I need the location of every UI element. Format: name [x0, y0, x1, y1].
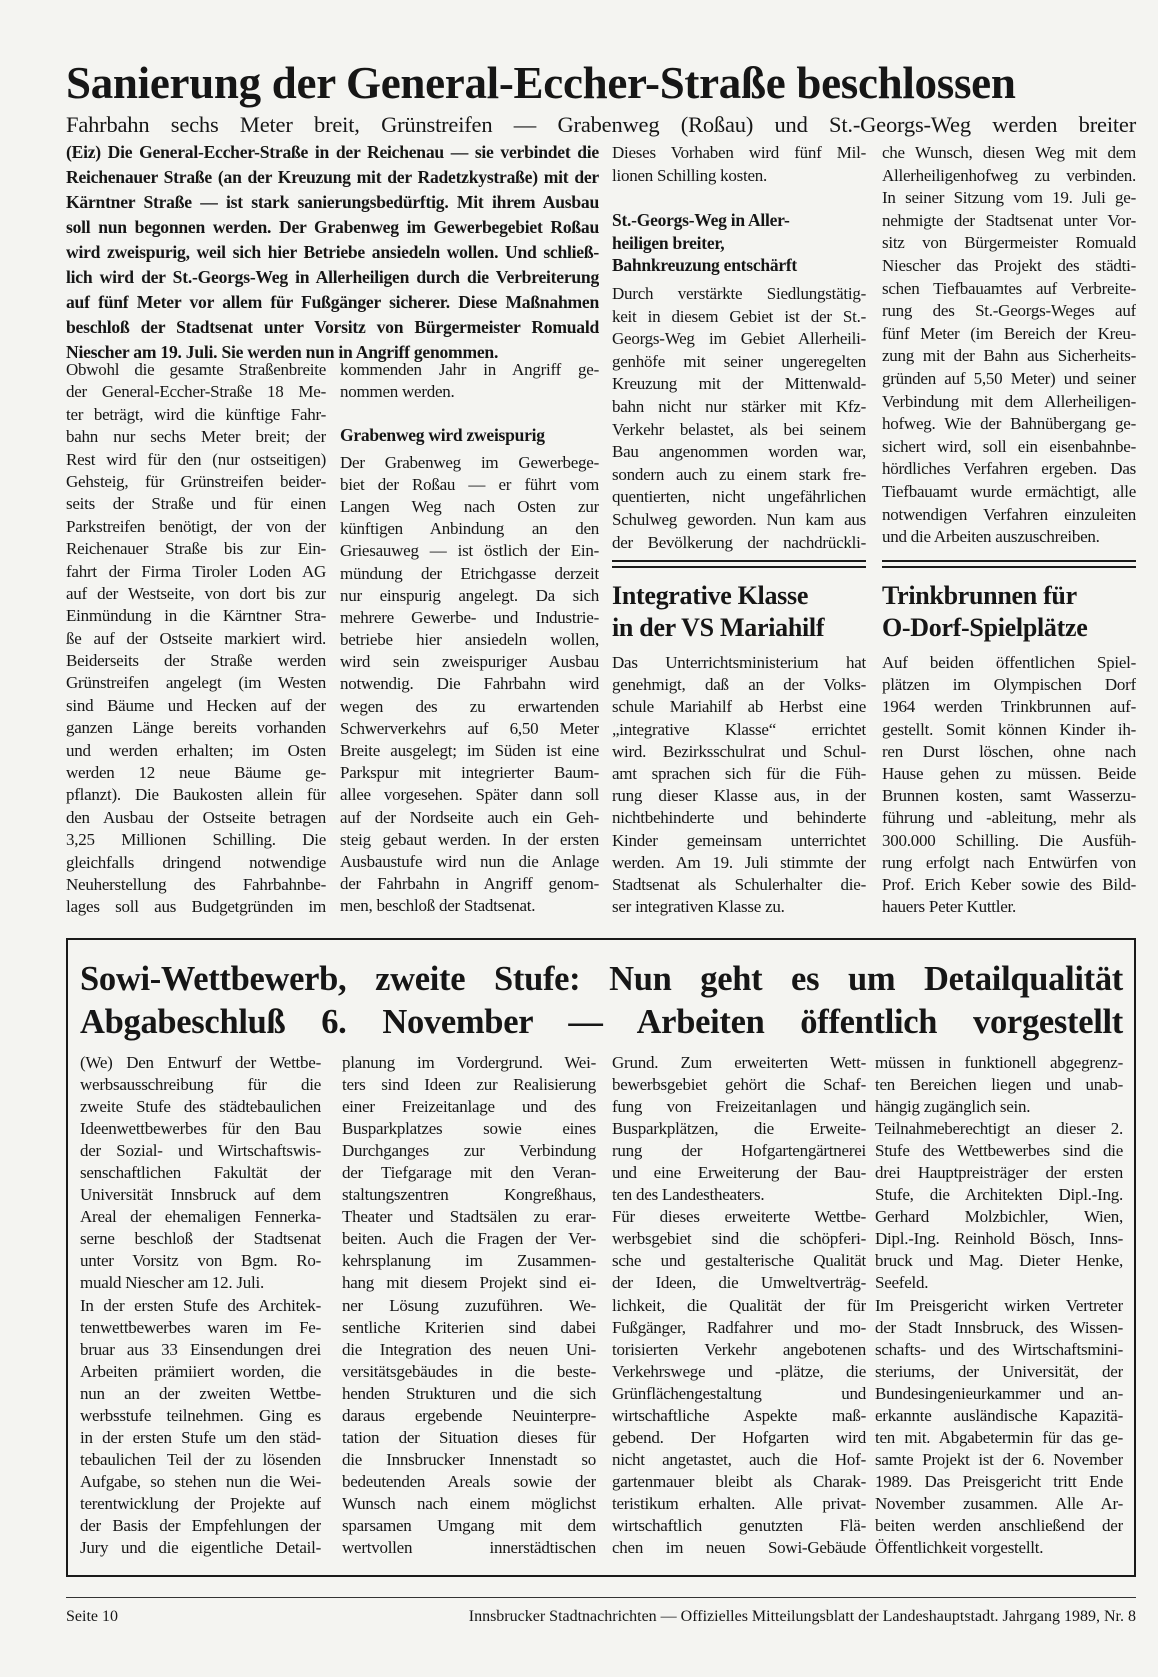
text-line: der General-Eccher-Straße 18 Me- — [66, 382, 326, 402]
text-line: wirtschaftliche Aspekte maß- — [612, 1405, 866, 1425]
text-line: werbsstufe teilnehmen. Ging es — [80, 1405, 321, 1425]
text-line: notwendigen Verfahren einzuleiten — [882, 504, 1136, 524]
text-line: mündung der Etrichgasse derzeit — [340, 563, 599, 583]
text-line: Im Preisgericht wirken Vertreter — [875, 1295, 1123, 1315]
text-line: die Innsbrucker Innenstadt so — [342, 1449, 596, 1469]
text-line: Ideenwettbewerbes für den Bau — [80, 1119, 321, 1139]
text-line: Arbeiten prämiiert worden, die — [80, 1361, 321, 1381]
paragraph — [612, 283, 866, 554]
double-rule-top — [882, 560, 1136, 562]
text-line: ten mit. Abgabetermin für das ge- — [875, 1427, 1123, 1447]
text-line: auf der Westseite, von dort bis zur — [66, 583, 326, 603]
double-rule-bottom — [612, 566, 866, 568]
text-line: der Sozial- und Wirtschaftswis- — [80, 1141, 321, 1161]
text-line: bewerbsgebiet gehört die Schaf- — [612, 1075, 866, 1095]
text-line: steriums, der Universität, der — [875, 1361, 1123, 1381]
text-line: sichert wird, soll ein eisenbahnbe- — [882, 436, 1136, 456]
text-line: die Integration des neuen Uni- — [342, 1339, 596, 1359]
text-line: in der VS Mariahilf — [612, 613, 825, 642]
text-line: Bundesingenieurkammer und an- — [875, 1383, 1123, 1403]
text-line: sparsamen Umgang mit dem — [342, 1515, 596, 1535]
text-line: Stufe des Wettbewerbes sind die — [875, 1141, 1123, 1161]
text-line: Parkstreifen benötigt, der von der — [66, 516, 326, 536]
text-line: nehmigte der Stadtsenat unter Vor- — [882, 210, 1136, 230]
text-line: werden. Am 19. Juli stimmte der — [612, 852, 866, 872]
text-line: (We) Den Entwurf der Wettbe- — [80, 1053, 321, 1072]
article1-column-1 — [66, 359, 326, 919]
text-line: plätzen im Olympischen Dorf — [882, 675, 1136, 695]
text-line: henden Strukturen und die sich — [342, 1383, 596, 1403]
text-line: gartenmauer bleibt als Charak- — [612, 1471, 866, 1491]
text-line: müssen in funktionell abgegrenz- — [875, 1053, 1123, 1072]
text-line: Tiefbauamt wurde ermächtigt, alle — [882, 481, 1136, 501]
text-line: wird zweispurig, weil sich hier Betriebe ansiedeln wollen. Und schließ- — [66, 242, 599, 262]
text-line: schule Mariahilf ab Herbst eine — [612, 697, 866, 717]
section-heading — [882, 580, 1136, 644]
paragraph — [612, 652, 866, 918]
lead-paragraph — [66, 140, 599, 365]
text-line: beiten werden anschließend der — [875, 1515, 1123, 1535]
article-integrative-klasse — [612, 580, 866, 918]
text-line: 3,25 Millionen Schilling. Die — [66, 830, 326, 850]
sowi-column-2 — [342, 1052, 596, 1559]
text-line: sentliche Kriterien sind dabei — [342, 1317, 596, 1337]
text-line: nichtbehinderte und behinderte — [612, 808, 866, 828]
text-line: bedeutenden Areals sowie der — [342, 1471, 596, 1491]
text-line: Jury und die eigentliche Detail- — [80, 1538, 321, 1558]
text-line: sitz von Bürgermeister Romuald — [882, 233, 1136, 253]
text-line: bahn nur sechs Meter breit; der — [66, 427, 326, 447]
text-line: sondern auch zu einem stark fre- — [612, 464, 866, 484]
section-heading — [612, 209, 866, 277]
text-line: planung im Vordergrund. Wei- — [342, 1053, 596, 1072]
text-line: erkannte ausländische Kapazitä- — [875, 1405, 1123, 1425]
text-line: fahrt der Firma Tiroler Loden AG — [66, 561, 326, 581]
paragraph — [80, 1052, 321, 1295]
text-line: zweite Stufe des städtebaulichen — [80, 1097, 321, 1117]
text-line: Bahnkreuzung entschärft — [612, 255, 797, 276]
paragraph — [612, 142, 866, 187]
text-line: Seefeld. — [875, 1273, 929, 1293]
text-line: senschaftlichen Fakultät der — [80, 1163, 321, 1183]
text-line: hofweg. Wie der Bahnübergang ge- — [882, 414, 1136, 434]
text-line: Reichenauer Straße (an der Kreuzung mit der Radetzkystraße) mit der — [66, 167, 599, 187]
text-line: werbsgebiet sind die schöpferi- — [612, 1229, 866, 1249]
text-line: Stufe, die Architekten Dipl.-Ing. — [875, 1185, 1123, 1205]
text-line: Fußgänger, Radfahrer und mo- — [612, 1317, 866, 1337]
text-line: Aufgabe, so stehen nun die Wei- — [80, 1471, 321, 1491]
text-line: Dieses Vorhaben wird fünf Mil- — [612, 143, 866, 162]
text-line: Kreuzung mit der Mittenwald- — [612, 374, 866, 394]
text-line: samte Projekt ist der 6. November — [875, 1449, 1123, 1469]
text-line: Trinkbrunnen für — [882, 581, 1077, 610]
text-line: Durch verstärkte Siedlungstätig- — [612, 283, 866, 303]
paragraph — [80, 1295, 321, 1560]
text-line: Reichenauer Straße bis zur Ein- — [66, 539, 326, 559]
text-line: men, beschloß der Stadtsenat. — [340, 896, 536, 916]
text-line: wird. Bezirksschulrat und Schul- — [612, 741, 866, 761]
article1-column-2 — [340, 359, 599, 918]
text-line: Ausbaustufe wird nun die Anlage — [340, 851, 599, 871]
text-line: ten Bereichen liegen und unab- — [875, 1075, 1123, 1095]
text-line: gebend. Der Hofgarten wird — [612, 1427, 866, 1447]
text-line: Georgs-Weg im Gebiet Allerheili- — [612, 329, 866, 349]
text-line: Theater und Stadtsälen zu erar- — [342, 1207, 596, 1227]
text-line: ter beträgt, wird die künftige Fahr- — [66, 404, 326, 424]
paragraph — [882, 652, 1136, 918]
publication-line: Innsbrucker Stadtnachrichten — Offizielles Mitteilungsblatt der Landeshauptstadt. Jahrgang 1989, Nr. 8 — [468, 1608, 1136, 1625]
text-line: biet der Roßau — er führt vom — [340, 474, 599, 494]
text-line: gestellt. Somit können Kinder ih- — [882, 719, 1136, 739]
text-line: 1989. Das Preisgericht tritt Ende — [875, 1471, 1123, 1491]
text-line: hängig zugänglich sein. — [875, 1097, 1031, 1117]
text-line: In der ersten Stufe des Architek- — [80, 1295, 321, 1315]
text-line: in der ersten Stufe um den städ- — [80, 1427, 321, 1447]
text-line: wirtschaftlich genutzten Flä- — [612, 1515, 866, 1535]
paragraph — [340, 452, 599, 918]
text-line: Kinder gemeinsam unterrichtet — [612, 830, 866, 850]
text-line: (Eiz) Die General-Eccher-Straße in der Reichenau — sie verbindet die — [66, 142, 599, 162]
text-line: Universität Innsbruck auf dem — [80, 1185, 321, 1205]
text-line: rung erfolgt nach Entwürfen von — [882, 852, 1136, 872]
text-line: tebaulichen Teil der zu lösenden — [80, 1449, 321, 1469]
text-line: Durchganges zur Verbindung — [342, 1141, 596, 1161]
text-line: Langen Weg nach Osten zur — [340, 496, 599, 516]
text-line: fünf Meter (im Bereich der Kreu- — [882, 323, 1136, 343]
text-line: che Wunsch, diesen Weg mit dem — [882, 143, 1136, 162]
text-line: beiten. Auch die Fragen der Ver- — [342, 1229, 596, 1249]
text-line: genehmigt, daß an der Volks- — [612, 675, 866, 695]
paragraph — [342, 1052, 596, 1559]
text-line: Der Grabenweg im Gewerbege- — [340, 452, 599, 472]
text-line: Verkehr belastet, als bei seinem — [612, 419, 866, 439]
text-line: kehrsplanung im Zusammen- — [342, 1251, 596, 1271]
text-line: ser integrativen Klasse zu. — [612, 897, 785, 917]
text-line: daraus ergebende Neuinterpre- — [342, 1405, 596, 1425]
text-line: chen im neuen Sowi-Gebäude — [612, 1538, 866, 1558]
text-line: Prof. Erich Keber sowie des Bild- — [882, 874, 1136, 894]
text-line: notwendig. Die Fahrbahn wird — [340, 674, 599, 694]
double-rule-bottom — [882, 566, 1136, 568]
text-line: Kärntner Straße — ist stark sanierungsbedürftig. Mit ihrem Ausbau — [66, 192, 599, 212]
text-line: steig gebaut werden. In der ersten — [340, 829, 599, 849]
text-line: bahn nicht nur stärker mit Kfz- — [612, 396, 866, 416]
text-line: nicht angetastet, auch die Hof- — [612, 1449, 866, 1469]
article-trinkbrunnen — [882, 580, 1136, 918]
text-line: rung des St.-Georgs-Weges auf — [882, 301, 1136, 321]
text-line: Allerheiligenhofweg zu verbinden. — [882, 165, 1136, 185]
text-line: seits der Straße und für einen — [66, 494, 326, 514]
text-line: Rest wird für den (nur ostseitigen) — [66, 449, 326, 469]
paragraph — [340, 359, 599, 403]
paragraph — [612, 1052, 866, 1206]
text-line: fung von Freizeitanlagen und — [612, 1097, 866, 1117]
text-line: Dipl.-Ing. Reinhold Bösch, Inns- — [875, 1229, 1123, 1249]
text-line: ten des Landestheaters. — [612, 1185, 765, 1205]
text-line: November zusammen. Alle Ar- — [875, 1493, 1123, 1513]
text-line: Grabenweg wird zweispurig — [340, 425, 545, 446]
text-line: ters sind Ideen zur Realisierung — [342, 1075, 596, 1095]
text-line: amt sprachen sich für die Füh- — [612, 763, 866, 783]
text-line: bruck und Mag. Dieter Henke, — [875, 1251, 1123, 1271]
text-line: unter Vorsitz von Bgm. Ro- — [80, 1251, 321, 1271]
text-line: Brunnen kosten, samt Wasserzu- — [882, 786, 1136, 806]
text-line: genhöfe mit seiner ungeregelten — [612, 351, 866, 371]
sowi-column-3 — [612, 1052, 866, 1559]
text-line: Gerhard Molzbichler, Wien, — [875, 1207, 1123, 1227]
text-line: St.-Georgs-Weg in Aller- — [612, 210, 790, 231]
text-line: Stadtsenat als Schulerhalter die- — [612, 874, 866, 894]
section-heading — [612, 580, 866, 644]
text-line: Schwerverkehrs auf 6,50 Meter — [340, 718, 599, 738]
text-line: allee vorgesehen. Später dann soll — [340, 785, 599, 805]
text-line: und eine Erweiterung der Bau- — [612, 1163, 866, 1183]
text-line: ren Durst löschen, ohne nach — [882, 741, 1136, 761]
sowi-headline-1: Sowi-Wettbewerb, zweite Stufe: Nun geht es um Detailqualität — [80, 960, 1123, 998]
text-line: zung mit der Bahn aus Sicherheits- — [882, 346, 1136, 366]
text-line: sind Bäume und Hecken auf der — [66, 695, 326, 715]
text-line: der Tiefgarage mit den Veran- — [342, 1163, 596, 1183]
text-line: beschloß der Stadtsenat unter Vorsitz von Bürgermeister Romuald — [66, 317, 599, 337]
text-line: Busparkplätzen, die Erweite- — [612, 1119, 866, 1139]
text-line: Niescher am 19. Juli. Sie werden nun in Angriff genommen. — [66, 342, 499, 362]
text-line: werden 12 neue Bäume ge- — [66, 763, 326, 783]
text-line: lich wird der St.-Georgs-Weg in Allerheiligen durch die Verbreiterung — [66, 267, 599, 287]
text-line: staltungszentren Kongreßhaus, — [342, 1185, 596, 1205]
text-line: kommenden Jahr in Angriff ge- — [340, 360, 599, 379]
text-line: serne beschloß der Stadtsenat — [80, 1229, 321, 1249]
text-line: keit in diesem Gebiet ist der St.- — [612, 306, 866, 326]
text-line: ganzen Länge bereits vorhanden — [66, 718, 326, 738]
text-line: Einmündung in die Kärntner Stra- — [66, 606, 326, 626]
text-line: terentwicklung der Projekte auf — [80, 1493, 321, 1513]
text-line: Grünstreifen angelegt (im Westen — [66, 673, 326, 693]
text-line: torisierten Verkehr angebotenen — [612, 1339, 866, 1359]
text-line: gründen auf 5,50 Meter) und seiner — [882, 368, 1136, 388]
text-line: O-Dorf-Spielplätze — [882, 613, 1088, 642]
paragraph — [612, 1206, 866, 1559]
paragraph — [66, 140, 599, 365]
text-line: Breite ausgelegt; im Süden ist eine — [340, 741, 599, 760]
text-line: gleichfalls dringend notwendige — [66, 852, 326, 872]
paragraph — [875, 1118, 1123, 1294]
text-line: teristikum erhalten. Alle privat- — [612, 1493, 866, 1513]
text-line: betriebe hier ansiedeln wollen, — [340, 630, 599, 650]
text-line: Grünflächengestaltung und — [612, 1383, 866, 1403]
text-line: Bau angenommen worden war, — [612, 442, 866, 462]
text-line: der Fahrbahn in Angriff genom- — [340, 874, 599, 894]
sowi-headline-2: Abgabeschluß 6. November — Arbeiten öffentlich vorgestellt — [80, 1003, 1123, 1041]
text-line: Busparkplatzes sowie eines — [342, 1119, 596, 1139]
text-line: nun an der zweiten Wettbe- — [80, 1383, 321, 1403]
sowi-column-4 — [875, 1052, 1123, 1559]
article1-column-4 — [882, 142, 1136, 549]
text-line: hördliches Verfahren ergeben. Das — [882, 459, 1136, 479]
text-line: der Stadt Innsbruck, des Wissen- — [875, 1317, 1123, 1337]
text-line: Auf beiden öffentlichen Spiel- — [882, 653, 1136, 672]
text-line: lages soll aus Budgetgründen im — [66, 897, 326, 917]
text-line: Beiderseits der Straße werden — [66, 651, 326, 671]
text-line: ße auf der Ostseite markiert wird. — [66, 628, 326, 648]
text-line: Griesauweg — ist östlich der Ein- — [340, 541, 599, 561]
text-line: soll nun begonnen werden. Der Grabenweg im Gewerbegebiet Roßau — [66, 217, 599, 237]
page-number: Seite 10 — [66, 1608, 118, 1625]
footer-rule — [66, 1597, 1136, 1598]
text-line: und die Arbeiten auszuschreiben. — [882, 527, 1100, 547]
text-line: 1964 werden Trinkbrunnen auf- — [882, 697, 1136, 717]
text-line: hang mit diesem Projekt sind ei- — [342, 1273, 596, 1293]
text-line: rung dieser Klasse aus, in der — [612, 786, 866, 806]
text-line: tation der Situation dieses für — [342, 1427, 596, 1447]
sowi-column-1 — [80, 1052, 321, 1559]
text-line: Grund. Zum erweiterten Wett- — [612, 1053, 866, 1072]
text-line: 300.000 Schilling. Die Ausfüh- — [882, 830, 1136, 850]
text-line: quentierten, nicht ungefährlichen — [612, 487, 866, 507]
text-line: schen Tiefbauamtes auf Verbreite- — [882, 278, 1136, 298]
text-line: Teilnahmeberechtigt an dieser 2. — [875, 1119, 1123, 1139]
text-line: Areal der ehemaligen Fennerka- — [80, 1207, 321, 1227]
double-rule-top — [612, 560, 866, 562]
text-line: mehrere Gewerbe- und Industrie- — [340, 607, 599, 627]
text-line: einer Freizeitanlage und des — [342, 1097, 596, 1117]
text-line: den Ausbau der Ostseite betragen — [66, 807, 326, 827]
text-line: nommen werden. — [340, 382, 455, 402]
text-line: Schulweg geworden. Nun kam aus — [612, 509, 866, 529]
text-line: In seiner Sitzung vom 19. Juli ge- — [882, 188, 1136, 208]
text-line: der Basis der Empfehlungen der — [80, 1515, 321, 1535]
text-line: Parkspur mit integrierter Baum- — [340, 763, 599, 783]
text-line: wird sein zweispuriger Ausbau — [340, 652, 599, 672]
text-line: Das Unterrichtsministerium hat — [612, 653, 866, 672]
subheadline: Fahrbahn sechs Meter breit, Grünstreifen — Grabenweg (Roßau) und St.-Georgs-Weg werden breiter — [66, 112, 1136, 137]
paragraph — [66, 359, 326, 919]
paragraph — [875, 1052, 1123, 1118]
text-line: Öffentlichkeit vorgestellt. — [875, 1538, 1044, 1558]
text-line: Niescher das Projekt des städti- — [882, 255, 1136, 275]
text-line: und werden erhalten; im Osten — [66, 740, 326, 760]
paragraph — [882, 142, 1136, 549]
text-line: führung und -ableitung, mehr als — [882, 808, 1136, 828]
text-line: Wunsch nach einem möglichst — [342, 1493, 596, 1513]
section-heading — [340, 403, 599, 451]
text-line: künftigen Anbindung an den — [340, 519, 599, 539]
article1-column-3 — [612, 142, 866, 554]
text-line: der Bevölkerung der nachdrückli- — [612, 532, 866, 552]
text-line: nur einspurig angelegt. Da sich — [340, 585, 599, 605]
text-line: drei Hauptpreisträger der ersten — [875, 1163, 1123, 1183]
text-line: lichkeit, die Qualität der für — [612, 1295, 866, 1315]
text-line: pflanzt). Die Baukosten allein für — [66, 785, 326, 805]
text-line: heiligen breiter, — [612, 232, 725, 253]
text-line: „integrative Klasse“ errichtet — [612, 719, 866, 739]
text-line: Gehsteig, für Grünstreifen beider- — [66, 471, 326, 491]
text-line: bruar aus 33 Einsendungen drei — [80, 1339, 321, 1359]
text-line: rung der Hofgartengärtnerei — [612, 1141, 866, 1161]
text-line: Obwohl die gesamte Straßenbreite — [66, 360, 326, 379]
text-line: Integrative Klasse — [612, 581, 809, 610]
text-line: wegen des zu erwartenden — [340, 696, 599, 716]
headline-general-eccher-strasse: Sanierung der General-Eccher-Straße beschlossen — [66, 58, 1016, 108]
text-line: Verkehrswege und -plätze, die — [612, 1361, 866, 1381]
text-line: lionen Schilling kosten. — [612, 165, 768, 185]
text-line: versitätsgebäudes in die beste- — [342, 1361, 596, 1381]
text-line: auf fünf Meter vor allem für Fußgänger sicherer. Diese Maßnahmen — [66, 292, 599, 312]
text-line: auf der Nordseite auch ein Geh- — [340, 807, 599, 827]
text-line: tenwettbewerbes waren im Fe- — [80, 1317, 321, 1337]
text-line: werbsausschreibung für die — [80, 1075, 321, 1095]
text-line: Für dieses erweiterte Wettbe- — [612, 1207, 866, 1227]
paragraph — [875, 1295, 1123, 1560]
text-line: schafts- und des Wirtschaftsmini- — [875, 1339, 1123, 1359]
text-line: muald Niescher am 12. Juli. — [80, 1273, 264, 1293]
text-line: Hause gehen zu müssen. Beide — [882, 763, 1136, 783]
text-line: wertvollen innerstädtischen — [342, 1538, 596, 1558]
text-line: der Ideen, die Umweltverträg- — [612, 1273, 866, 1293]
text-line: Verbindung mit dem Allerheiligen- — [882, 391, 1136, 411]
text-line: ner Lösung zuzuführen. We- — [342, 1295, 596, 1315]
text-line: hauers Peter Kuttler. — [882, 897, 1017, 917]
text-line: sche und gestalterische Qualität — [612, 1251, 866, 1271]
text-line: Neuherstellung des Fahrbahnbe- — [66, 874, 326, 894]
